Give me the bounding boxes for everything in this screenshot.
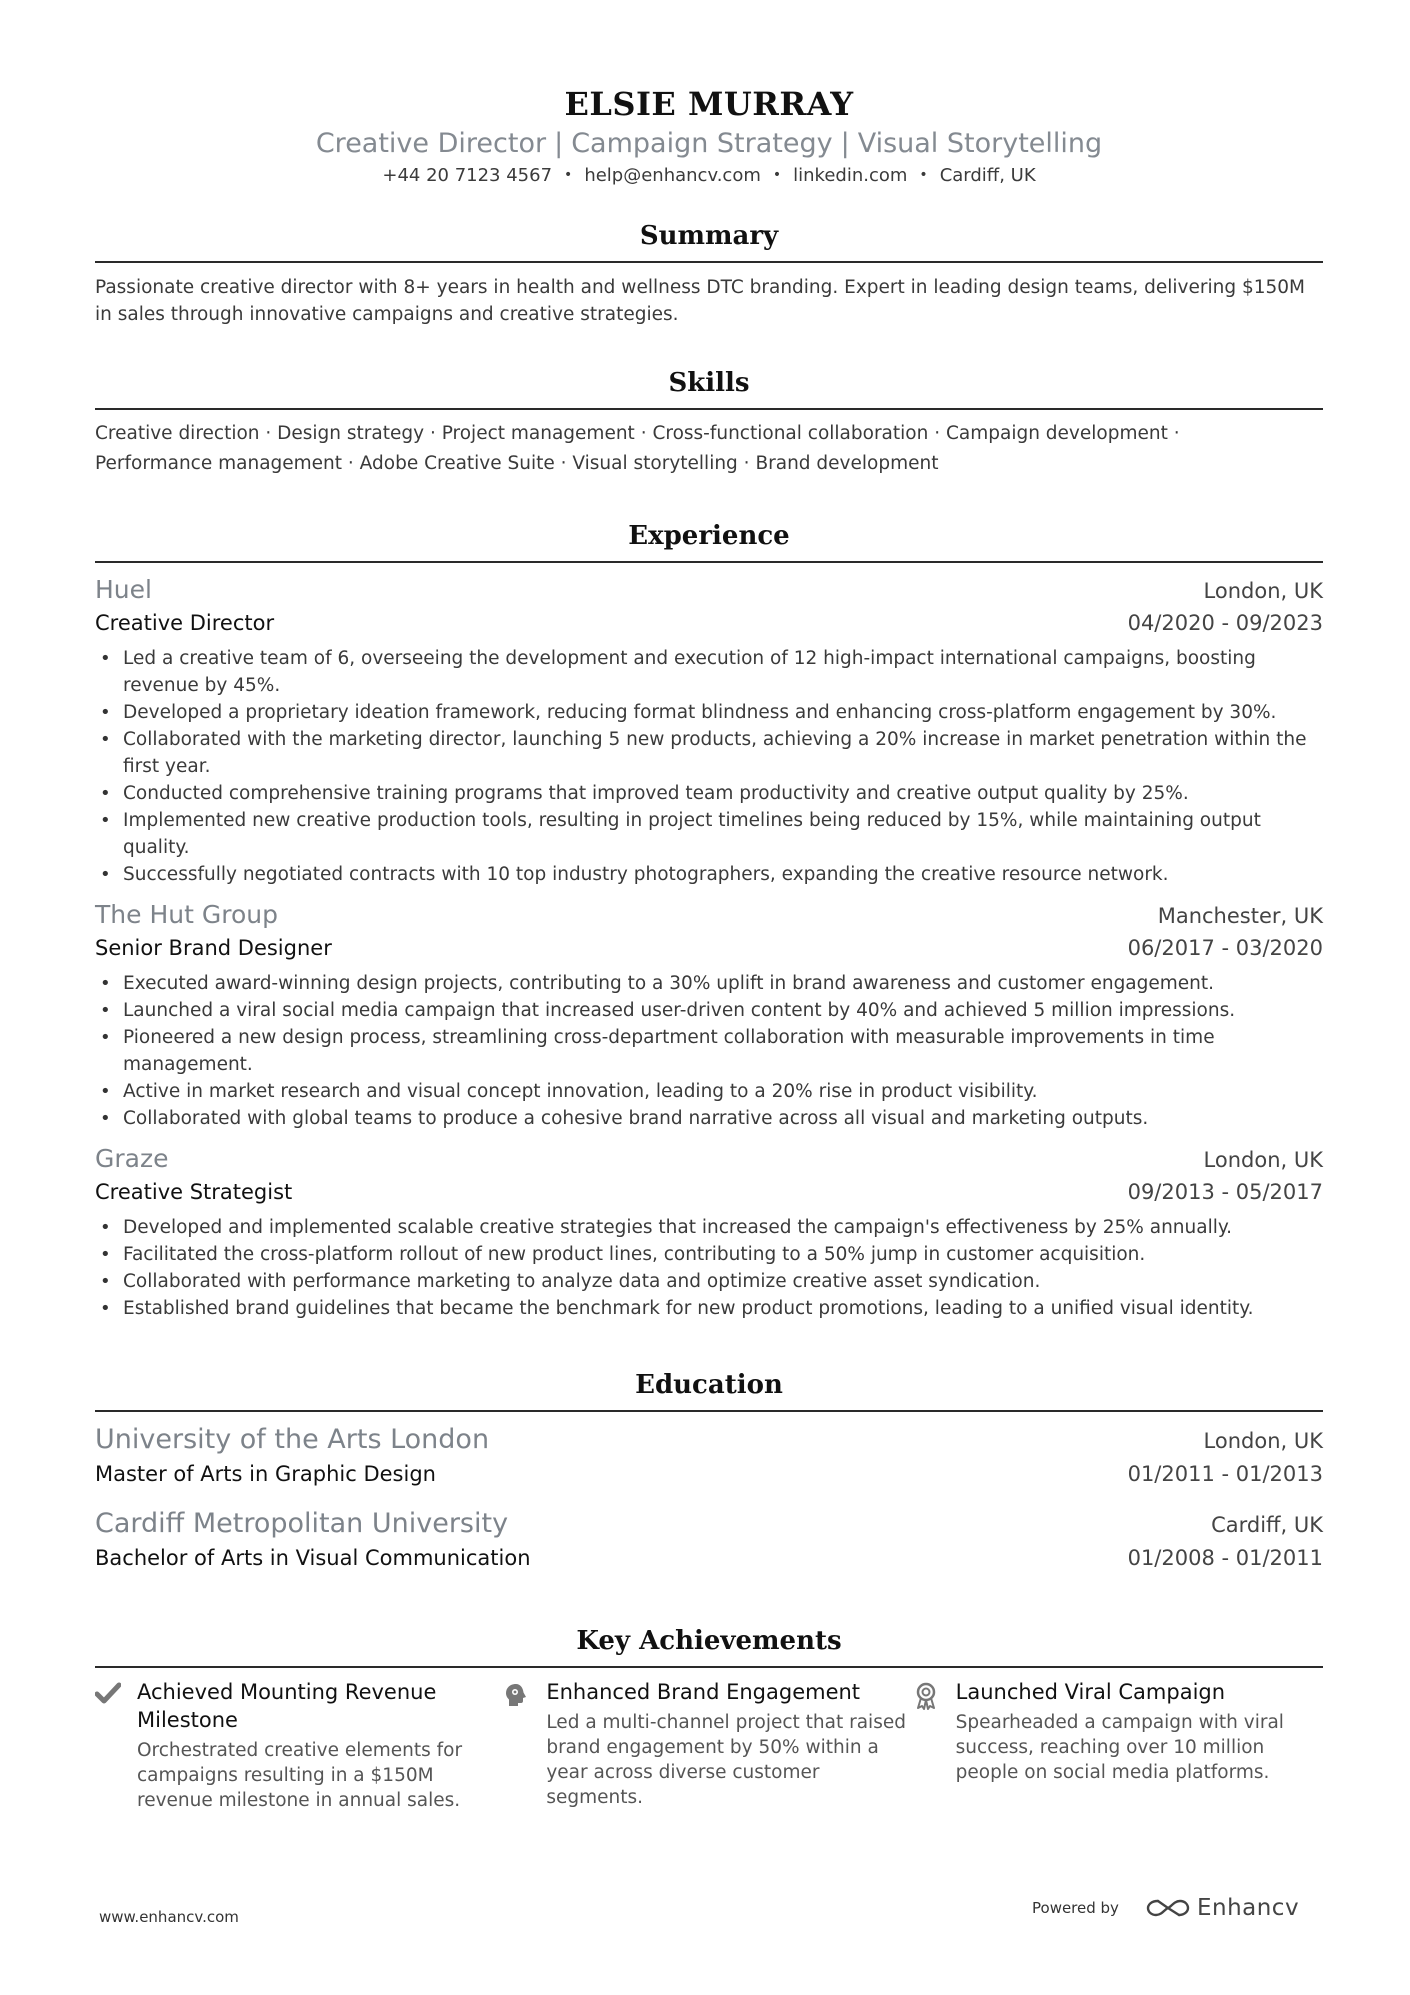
resume-content [95,0,1323,1813]
job-location: London, UK [1203,579,1323,603]
list-item: • Implemented new creative production tools, resulting in project timelines being reduced by 15%, while maintaining output quality. [95,807,1323,861]
brand-logo[interactable] [1145,1895,1299,1921]
list-item: • Pioneered a new design process, streamlining cross-department collaboration with measurable improvements in time management. [95,1024,1323,1078]
headline-title-2: Campaign Strategy [571,128,833,159]
summary-section [95,219,1323,328]
experience-heading: Experience [628,521,790,551]
list-item: • Led a creative team of 6, overseeing the development and execution of 12 high-impact international campaigns, boosting revenue by 45%. [95,645,1323,699]
section-divider [95,261,1323,263]
skills-list [95,419,1323,479]
list-item: • Executed award-winning design projects, contributing to a 30% uplift in brand awareness and customer engagement. [95,970,1323,997]
headline [95,126,1323,162]
job-entry-huel [95,573,1323,888]
achievement-item [504,1678,913,1813]
education-heading: Education [635,1370,783,1400]
contact-separator: • [919,167,928,183]
list-item: • Collaborated with global teams to produce a cohesive brand narrative across all visual and marketing outputs. [95,1105,1323,1132]
skills-line: Creative direction · Design strategy · Project management · Cross-functional collaboration · Campaign development · [95,423,1180,444]
job-dates: 06/2017 - 03/2020 [1127,936,1323,960]
achievements-heading: Key Achievements [576,1626,842,1656]
job-dates: 09/2013 - 05/2017 [1127,1180,1323,1204]
job-dates: 04/2020 - 09/2023 [1127,611,1323,635]
job-title: Creative Strategist [95,1180,293,1204]
footer-branding [1032,1895,1299,1921]
footer-website[interactable]: www.enhancv.com [99,1908,239,1926]
school-location: Cardiff, UK [1211,1513,1323,1537]
summary-text: Passionate creative director with 8+ years in health and wellness DTC branding. Expert in leading design teams, delivering $150M in sales through innovative campaigns and creative strategies. [95,277,1306,325]
award-ribbon-icon [914,1678,956,1813]
job-title: Creative Director [95,611,275,635]
list-item: • Collaborated with performance marketing to analyze data and optimize creative asset syndication. [95,1268,1323,1295]
checkmark-icon [95,1678,137,1813]
resume-header [95,0,1323,189]
enhancv-logo-icon [1145,1896,1191,1920]
list-item: • Established brand guidelines that became the benchmark for new product promotions, leading to a unified visual identity. [95,1295,1323,1322]
section-divider [95,1666,1323,1668]
education-entry [95,1506,1323,1574]
company-name: Graze [95,1144,169,1173]
headline-title-1: Creative Director [315,128,547,159]
education-dates: 01/2011 - 01/2013 [1127,1462,1323,1486]
contact-phone[interactable]: +44 20 7123 4567 [382,165,553,186]
education-section [95,1368,1323,1574]
list-item: • Collaborated with the marketing director, launching 5 new products, achieving a 20% increase in market penetration within the first year. [95,726,1323,780]
headline-separator: | [554,128,564,159]
job-title: Senior Brand Designer [95,936,332,960]
job-bullets [95,1214,1323,1322]
contact-info [95,162,1323,189]
contact-linkedin[interactable]: linkedin.com [793,165,908,186]
education-dates: 01/2008 - 01/2011 [1127,1546,1323,1570]
achievement-title: Achieved Mounting Revenue Milestone [137,1680,437,1732]
school-location: London, UK [1203,1429,1323,1453]
candidate-name: ELSIE MURRAY [564,85,854,123]
list-item: • Facilitated the cross-platform rollout of new product lines, contributing to a 50% jump in customer acquisition. [95,1241,1323,1268]
head-idea-icon [504,1678,546,1813]
summary-heading: Summary [639,221,779,251]
skills-heading: Skills [668,368,750,398]
achievement-description: Orchestrated creative elements for campaigns resulting in a $150M revenue milestone in annual sales. [137,1740,463,1811]
brand-name: Enhancv [1196,1895,1300,1921]
contact-separator: • [772,167,782,183]
list-item: • Active in market research and visual concept innovation, leading to a 20% rise in product visibility. [95,1078,1323,1105]
experience-section [95,519,1323,1322]
job-location: London, UK [1203,1148,1323,1172]
education-entry [95,1422,1323,1490]
list-item: • Launched a viral social media campaign that increased user-driven content by 40% and achieved 5 million impressions. [95,997,1323,1024]
list-item: • Developed and implemented scalable creative strategies that increased the campaign's effectiveness by 25% annually. [95,1214,1323,1241]
section-divider [95,561,1323,563]
skills-line: Performance management · Adobe Creative Suite · Visual storytelling · Brand development [95,453,939,474]
skills-section [95,366,1323,479]
achievements-grid [95,1678,1323,1813]
contact-location: Cardiff, UK [939,165,1036,186]
contact-email[interactable]: help@enhancv.com [584,165,761,186]
school-name: University of the Arts London [95,1424,490,1455]
achievement-item [95,1678,504,1813]
powered-by-label: Powered by [1032,1899,1119,1917]
achievement-title: Launched Viral Campaign [955,1680,1226,1704]
degree: Bachelor of Arts in Visual Communication [95,1546,531,1570]
headline-title-3: Visual Storytelling [857,128,1103,159]
list-item: • Conducted comprehensive training programs that improved team productivity and creative output quality by 25%. [95,780,1323,807]
company-name: Huel [95,575,152,604]
list-item: • Successfully negotiated contracts with 10 top industry photographers, expanding the creative resource network. [95,861,1323,888]
achievement-title: Enhanced Brand Engagement [546,1680,861,1704]
headline-separator: | [840,128,850,159]
school-name: Cardiff Metropolitan University [95,1508,509,1539]
degree: Master of Arts in Graphic Design [95,1462,436,1486]
job-entry-the-hut-group [95,898,1323,1132]
achievement-item [914,1678,1323,1813]
achievement-description: Spearheaded a campaign with viral success, reaching over 10 million people on social media platforms. [955,1712,1284,1783]
job-entry-graze [95,1142,1323,1322]
contact-separator: • [564,167,573,183]
job-bullets [95,970,1323,1132]
company-name: The Hut Group [95,900,278,929]
section-divider [95,1410,1323,1412]
achievement-description: Led a multi-channel project that raised brand engagement by 50% within a year across diverse customer segments. [546,1712,906,1808]
job-bullets [95,645,1323,888]
list-item: • Developed a proprietary ideation framework, reducing format blindness and enhancing cross-platform engagement by 30%. [95,699,1323,726]
section-divider [95,408,1323,410]
achievements-section [95,1624,1323,1813]
job-location: Manchester, UK [1157,904,1323,928]
